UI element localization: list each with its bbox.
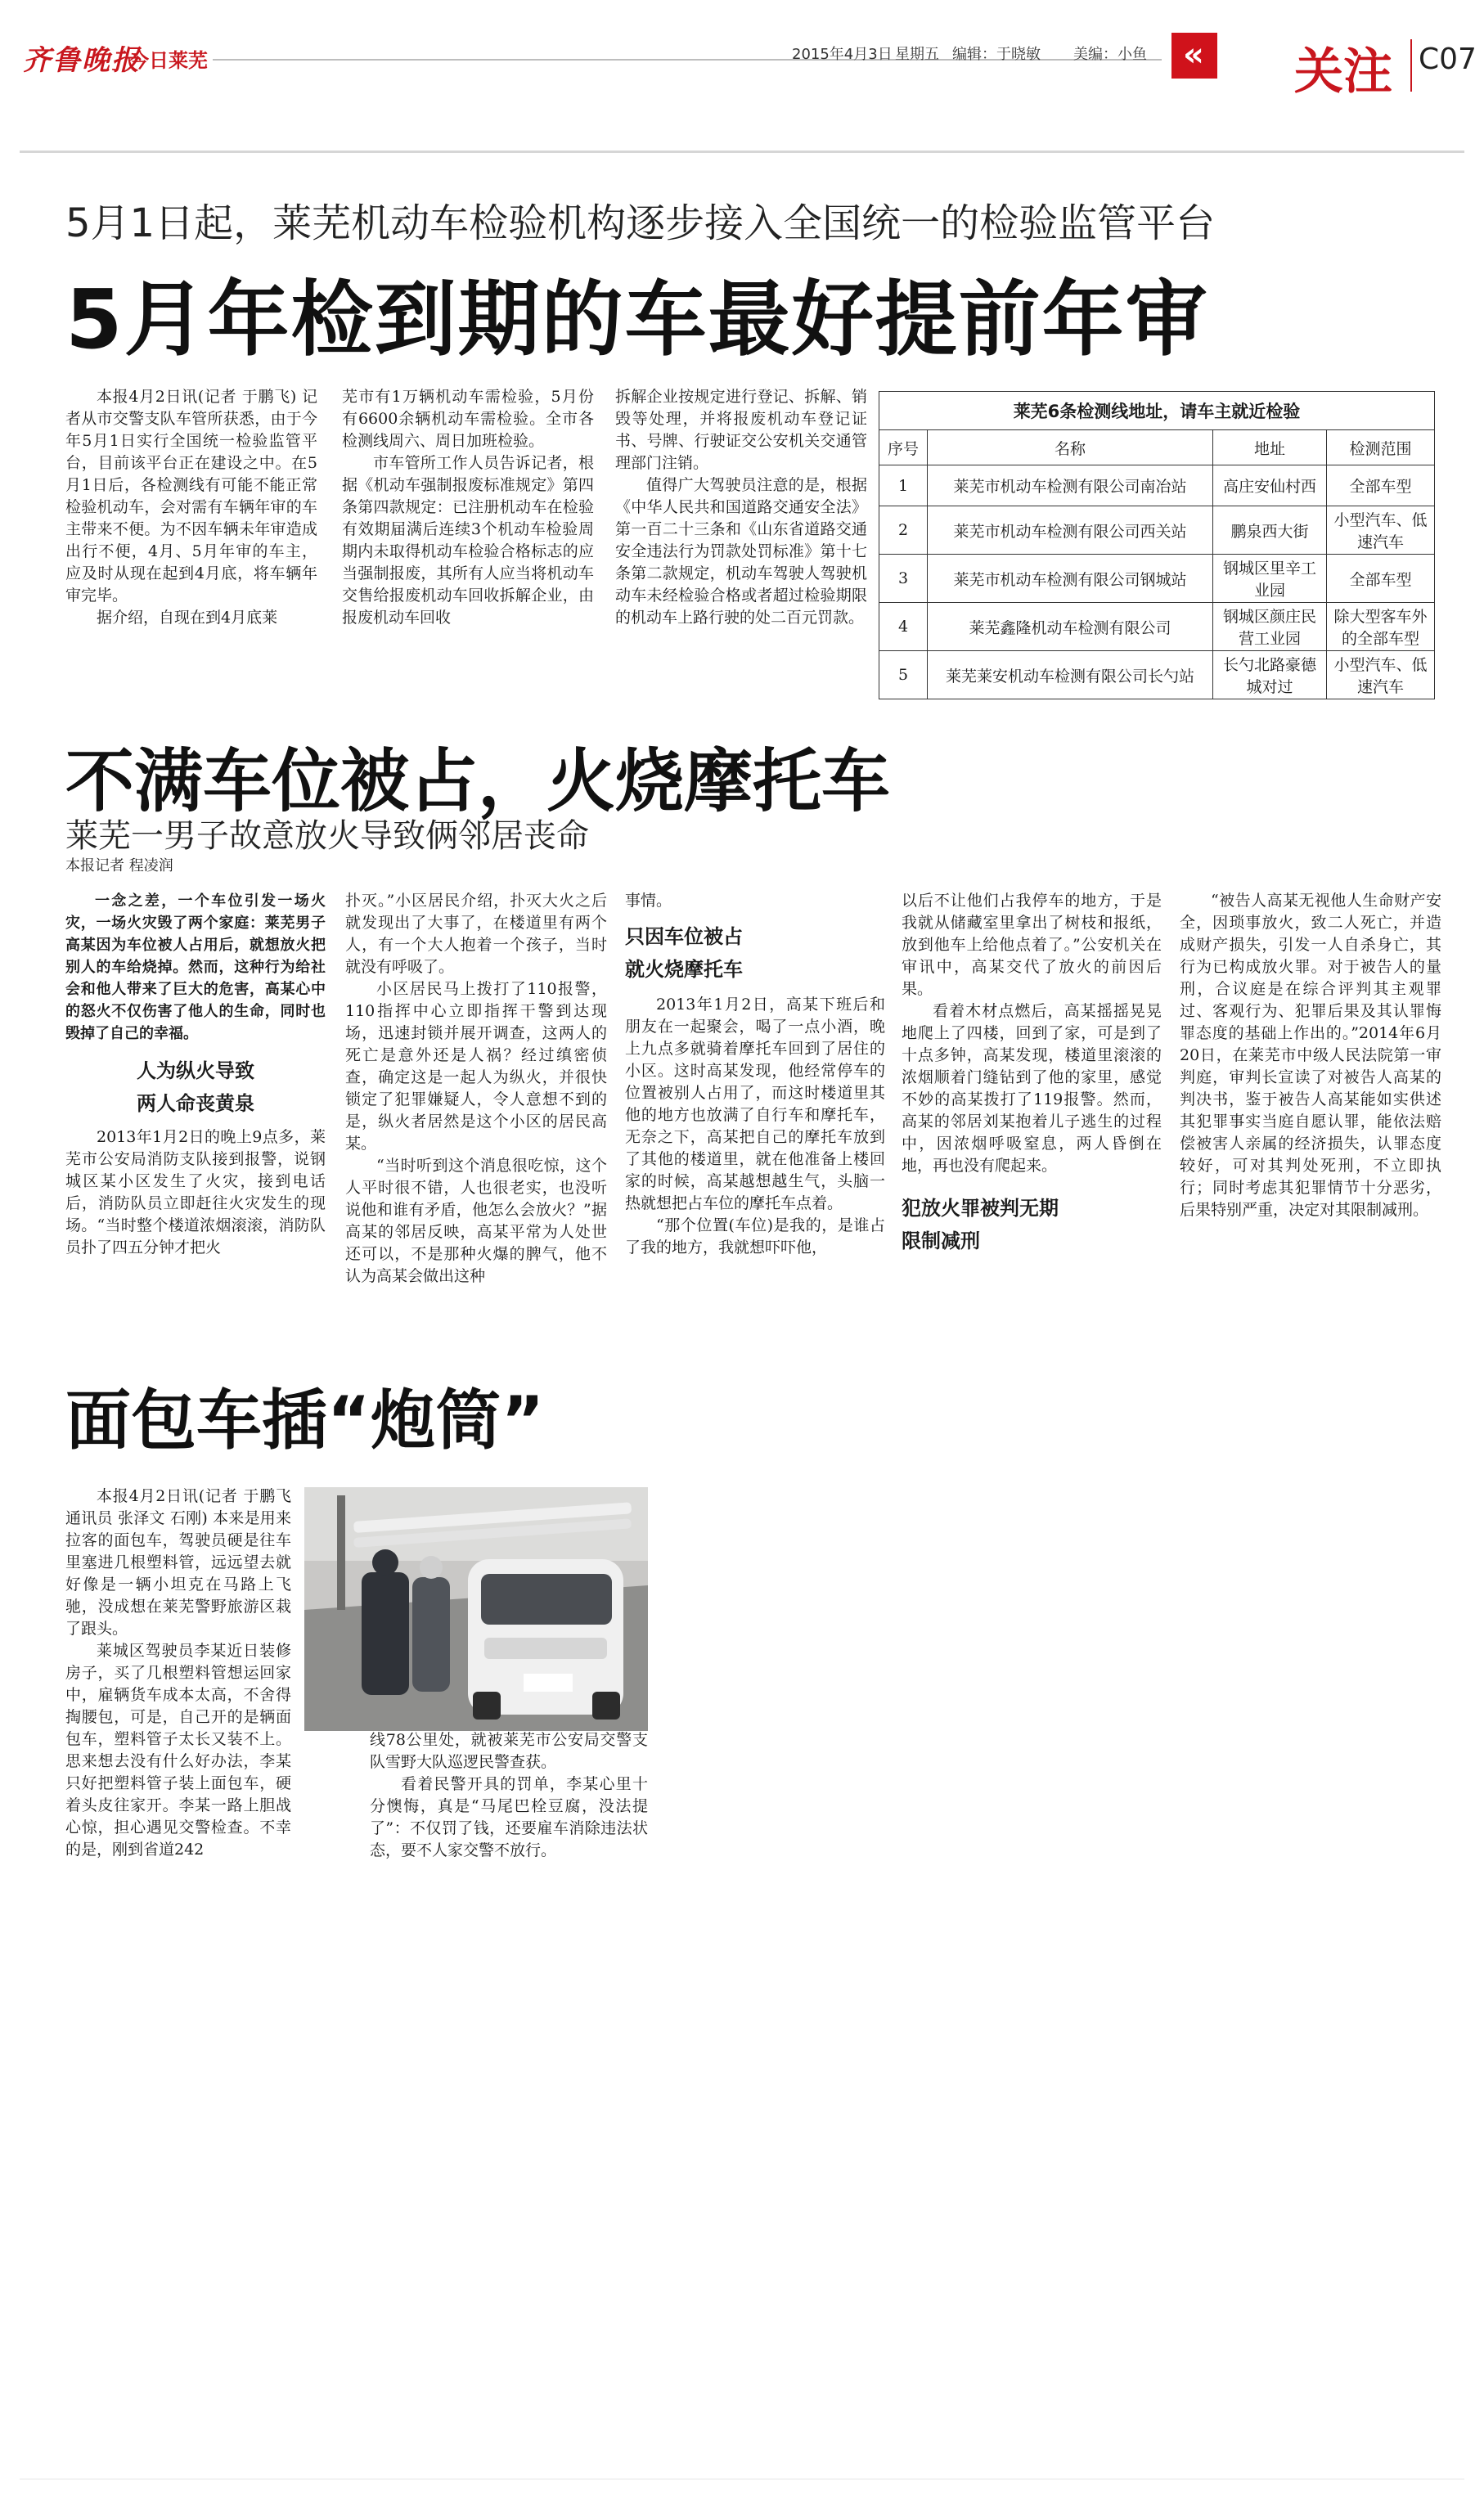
article2-subhead: 莱芜一男子故意放火导致俩邻居丧命 [65, 817, 589, 855]
table-cell: 莱芜鑫隆机动车检测有限公司 [928, 603, 1213, 651]
table-cell: 小型汽车、低速汽车 [1327, 506, 1435, 555]
table-row [879, 506, 1435, 555]
table-row [879, 555, 1435, 603]
article1-kicker: 5月1日起，莱芜机动车检验机构逐步接入全国统一的检验监管平台 [65, 200, 1216, 246]
news-photo [304, 1487, 648, 1731]
article1-column-2 [342, 386, 594, 629]
article2-column-4 [902, 890, 1162, 1257]
section-name: 关注 [1294, 43, 1392, 101]
subheading: 犯放火罪被判无期 [902, 1197, 1059, 1220]
table-cell: 小型汽车、低速汽车 [1327, 651, 1435, 699]
table-row [879, 465, 1435, 506]
article2-column-2 [345, 890, 607, 1288]
paragraph: 2013年1月2日的晚上9点多，莱芜市公安局消防支队接到报警，说钢城区某小区发生了火灾，接到电话后，消防队员立即赶往火灾发生的现场。“当时整个楼道浓烟滚滚，消防队员扑了四五分钟才把火 [65, 1128, 326, 1256]
column-header: 名称 [928, 430, 1213, 465]
article3-column-2 [370, 1729, 648, 1862]
article1-column-3 [615, 386, 867, 629]
paragraph: 2013年1月2日，高某下班后和朋友在一起聚会，喝了一点小酒，晚上九点多就骑着摩托车回到了居住的小区。这时高某发现，他经常停车的位置被别人占用了，而这时楼道里其他的地方也放满了自行车和摩托车，无奈之下，高某把自己的摩托车放到了其他的楼道里，就在他准备上楼回家的时候，高某越想越生气，头脑一热就想把占车位的摩托车点着。 [625, 996, 885, 1212]
table-cell: 钢城区里辛工业园 [1213, 555, 1327, 603]
column-header: 序号 [879, 430, 928, 465]
table-cell: 除大型客车外的全部车型 [1327, 603, 1435, 651]
section-marker-icon: « [1171, 33, 1217, 79]
table-cell: 2 [879, 506, 928, 555]
paragraph: 事情。 [625, 892, 672, 910]
article2-column-1 [65, 890, 326, 1259]
editor-credit: 编辑：于晓敏 [952, 46, 1041, 63]
newspaper-logo: 齐鲁晚报 [23, 44, 141, 77]
table-cell: 1 [879, 465, 928, 506]
article2-byline: 本报记者 程凌润 [65, 857, 173, 874]
paragraph: 线78公里处，就被莱芜市公安局交警支队雪野大队巡逻民警查获。 [370, 1731, 648, 1771]
table-cell: 钢城区颜庄民营工业园 [1213, 603, 1327, 651]
issue-date: 2015年4月3日 [792, 46, 893, 63]
paragraph: 扑灭。”小区居民介绍，扑灭大火之后就发现出了大事了，在楼道里有两个人，有一个大人抱着一个孩子，当时就没有呼吸了。 [345, 892, 607, 976]
table-row [879, 651, 1435, 699]
edition-name: 今日莱芜 [129, 49, 208, 72]
van-with-pipes-photo-icon [304, 1487, 648, 1731]
table-cell: 全部车型 [1327, 465, 1435, 506]
article3-column-1 [65, 1486, 291, 1861]
table-cell: 莱芜莱安机动车检测有限公司长勺站 [928, 651, 1213, 699]
subheading: 限制减刑 [902, 1230, 980, 1252]
paragraph: 市车管所工作人员告诉记者，根据《机动车强制报废标准规定》第四条第四款规定：已注册机动车在检验有效期届满后连续3个机动车检验周期内未取得机动车检验合格标志的应当强制报废，其所有人应当将机动车交售给报废机动车回收拆解企业，由报废机动车回收 [342, 454, 594, 627]
table-row [879, 603, 1435, 651]
paragraph: “那个位置(车位)是我的，是谁占了我的地方，我就想吓吓他， [625, 1216, 885, 1256]
article1-column-1 [65, 386, 317, 629]
issue-weekday: 星期五 [895, 46, 939, 63]
table-cell: 3 [879, 555, 928, 603]
table-cell: 鹏泉西大街 [1213, 506, 1327, 555]
article3-headline: 面包车插“炮筒” [65, 1382, 545, 1459]
paragraph: 莱城区驾驶员李某近日装修房子，买了几根塑料管想运回家中，雇辆货车成本太高，不舍得掏腰包，可是，自己开的是辆面包车，塑料管子太长又装不上。思来想去没有什么好办法，李某只好把塑料管子装上面包车，硬着头皮往家开。李某一路上胆战心惊，担心遇见交警检查。不幸的是，刚到省道242 [65, 1642, 291, 1859]
paragraph: 本报4月2日讯(记者 于鹏飞) 记者从市交警支队车管所获悉，由于今年5月1日实行全国统一检验监管平台，目前该平台正在建设之中。在5月1日后，各检测线有可能不能正常检验机动车，会对需有车辆年审的车主带来不便。为不因车辆未年审造成出行不便，4月、5月年审的车主，应及时从现在起到4月底，将车辆年审完毕。 [65, 388, 317, 605]
section-separator [1410, 39, 1412, 92]
column-header: 地址 [1213, 430, 1327, 465]
table-cell: 长勺北路豪德城对过 [1213, 651, 1327, 699]
table-cell: 高庄安仙村西 [1213, 465, 1327, 506]
subheading: 两人命丧黄泉 [137, 1092, 254, 1115]
paragraph: 拆解企业按规定进行登记、拆解、销毁等处理，并将报废机动车登记证书、号牌、行驶证交公安机关交通管理部门注销。 [615, 388, 867, 472]
article2-column-3 [625, 890, 885, 1259]
page-number: C07 [1419, 43, 1477, 76]
article2-headline: 不满车位被占，火烧摩托车 [65, 741, 891, 821]
masthead-rule [20, 151, 1464, 153]
paragraph: 小区居民马上拨打了110报警，110指挥中心立即指挥干警到达现场，迅速封锁并展开调查，这两人的死亡是意外还是人祸？经过缜密侦查，确定这是一起人为纵火，并很快锁定了犯罪嫌疑人，令人意想不到的是，纵火者居然是这个小区的居民高某。 [345, 980, 607, 1153]
table-cell: 全部车型 [1327, 555, 1435, 603]
article2-column-5 [1180, 890, 1441, 1221]
designer-credit: 美编：小鱼 [1073, 46, 1147, 63]
paragraph: “被告人高某无视他人生命财产安全，因琐事放火，致二人死亡，并造成财产损失，引发一人自杀身亡，其行为已构成放火罪。对于被告人的量刑，合议庭是在综合评判其主观罪过、客观行为、犯罪后果及其认罪悔罪态度的基础上作出的。”2014年6月20日，在莱芜市中级人民法院第一审判庭，审判长宣读了对被告人高某的判决书，鉴于被告人高某能如实供述其犯罪事实当庭自愿认罪，能依法赔偿被害人亲属的经济损失，认罪态度较好，可对其判处死刑，不立即执行；同时考虑其犯罪情节十分恶劣，后果特别严重，决定对其限制减刑。 [1180, 892, 1441, 1219]
paragraph: 值得广大驾驶员注意的是，根据《中华人民共和国道路交通安全法》第一百二十三条和《山东省道路交通安全违法行为罚款处罚标准》第十七条第二款规定，机动车驾驶人驾驶机动车未经检验合格或者超过检验期限的机动车上路行驶的处二百元罚款。 [615, 476, 867, 627]
table-caption: 莱芜6条检测线地址，请车主就近检验 [879, 391, 1435, 429]
paragraph: 据介绍，自现在到4月底莱 [97, 609, 278, 627]
subheading: 就火烧摩托车 [625, 958, 743, 981]
subheading: 人为纵火导致 [137, 1059, 254, 1082]
article2-lead: 一念之差，一个车位引发一场火灾，一场火灾毁了两个家庭：莱芜男子高某因为车位被人占用后，就想放火把别人的车给烧掉。然而，这种行为给社会和他人带来了巨大的危害，高某心中的怒火不仅伤害了他人的生命，同时也毁掉了自己的幸福。 [65, 892, 326, 1042]
table-cell: 莱芜市机动车检测有限公司西关站 [928, 506, 1213, 555]
article1-headline: 5月年检到期的车最好提前年审 [65, 272, 1209, 367]
table-cell: 莱芜市机动车检测有限公司南冶站 [928, 465, 1213, 506]
paragraph: “当时听到这个消息很吃惊，这个人平时很不错，人也很老实，也没听说他和谁有矛盾，他怎么会放火？”据高某的邻居反映，高某平常为人处世还可以，不是那种火爆的脾气，他不认为高某会做出这种 [345, 1157, 607, 1285]
paragraph: 以后不让他们占我停车的地方，于是我就从储藏室里拿出了树枝和报纸，放到他车上给他点着了。”公安机关在审讯中，高某交代了放火的前因后果。 [902, 892, 1162, 998]
inspection-stations-table [879, 391, 1435, 699]
table-cell: 莱芜市机动车检测有限公司钢城站 [928, 555, 1213, 603]
paragraph: 芜市有1万辆机动车需检验，5月份有6600余辆机动车需检验。全市各检测线周六、周日加班检验。 [342, 388, 594, 450]
table-header-row [879, 430, 1435, 465]
subheading: 只因车位被占 [625, 925, 743, 948]
paragraph: 本报4月2日讯(记者 于鹏飞 通讯员 张泽文 石刚) 本来是用来拉客的面包车，驾驶员硬是往车里塞进几根塑料管，远远望去就好像是一辆小坦克在马路上飞驰，没成想在莱芜警野旅游区栽了跟头。 [65, 1487, 291, 1638]
column-header: 检测范围 [1327, 430, 1435, 465]
table-cell: 4 [879, 603, 928, 651]
paragraph: 看着民警开具的罚单，李某心里十分懊悔，真是“马尾巴栓豆腐，没法提了”：不仅罚了钱，还要雇车消除违法状态，要不人家交警不放行。 [370, 1775, 648, 1859]
paragraph: 看着木材点燃后，高某摇摇晃晃地爬上了四楼，回到了家，可是到了十点多钟，高某发现，楼道里滚滚的浓烟顺着门缝钻到了他的家里，感觉不妙的高某拨打了119报警。然而，高某的邻居刘某抱着儿子逃生的过程中，因浓烟呼吸窒息，两人昏倒在地，再也没有爬起来。 [902, 1002, 1162, 1175]
table-cell: 5 [879, 651, 928, 699]
